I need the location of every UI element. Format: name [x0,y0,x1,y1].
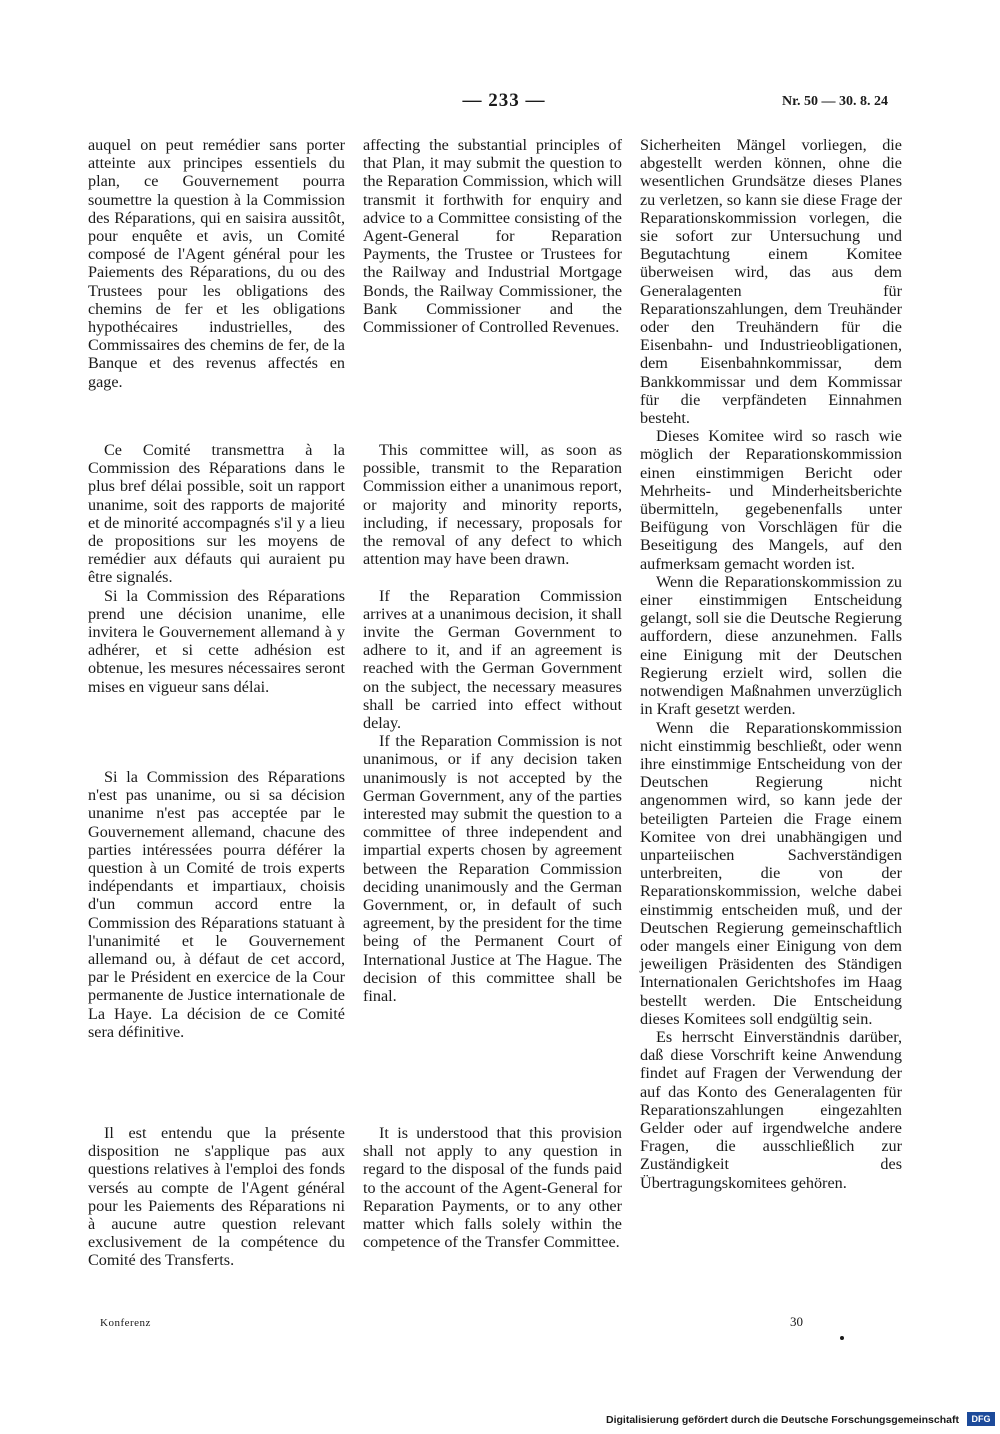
french-paragraph: Ce Comité transmettra à la Commission des Réparations dans le plus bref délai possible, soit un rapport unanime, soit des rapports de majorité et de minorité accompagnés s'il y a lieu de propositions sur les moyens de remédier aux défauts qui auraient pu être signalés. [88,441,345,587]
english-paragraph: It is understood that this provision shall not apply to any question in regard to the disposal of the funds paid to the account of the Agent-General for Reparation Payments, or to any other matter which falls solely within the competence of the Transfer Committee. [363,1124,622,1252]
footer-page-note: 30 [790,1314,803,1329]
german-paragraph: Wenn die Reparationskommission zu einer einstimmigen Entscheidung gelangt, soll sie die Deutsche Regierung auffordern, diese anzunehmen. Falls eine Einigung mit der Deutschen Regierung erzielt wird, sollen die notwendigen Maßnahmen unverzüglich in Kraft gesetzt werden. [640,572,902,719]
french-paragraph: Si la Commission des Réparations n'est pas unanime, ou si sa décision unanime n'est pas acceptée par le Gouvernement allemand, chacune des parties intéressées pourra déférer la question à un Comité de trois experts indépendants et impartiaux, choisis d'un commun accord entre la Commission des Réparations statuant à l'unanimité et le Gouvernement allemand ou, à défaut de cet accord, par le Président en exercice de la Cour permanente de Justice internationale de La Haye. La décision de ce Comité sera définitive. [88,768,345,1041]
english-paragraph: If the Reparation Commission is not unanimous, or if any decision taken unanimously is not accepted by the German Government, any of the parties interested may submit the question to a committee of three independent and impartial experts chosen by agreement between the Reparation Commission deciding unanimously and the German Government, or, in default of such agreement, by the president for the time being of the Permanent Court of International Justice at The Hague. The decision of this committee shall be final. [363,732,622,1006]
page-number: — 233 — [462,90,546,111]
german-paragraph: Es herrscht Einverständnis darüber, daß diese Vorschrift keine Anwendung findet auf Fragen der Verwendung der auf das Konto des Generalagenten für Reparationszahlungen eingezahlten Gelder oder auf irgendwelche andere Fragen, die ausschließlich zur Zuständigkeit des Übertragungskomitees gehören. [640,1027,902,1192]
footer-left-note: Konferenz [100,1317,151,1329]
french-paragraph: Si la Commission des Réparations prend une décision unanime, elle invitera le Gouvernement allemand à y adhérer, et si cette adhésion est obtenue, les mesures nécessaires seront mises en vigueur sans délai. [88,586,345,696]
german-paragraph: Wenn die Reparationskommission nicht einstimmig beschließt, oder wenn ihre einstimmige Entscheidung von der Deutschen Regierung nicht angenommen wird, so kann jede der beteiligten Parteien die Frage einem Komitee von drei unabhängigen und unparteiischen Sachverständigen unterbreiten, die von der Reparationskommission, welche dabei einstimmig entscheiden muß, und der Deutschen Regierung gemeinschaftlich oder mangels einer Einigung von dem jeweiligen Präsidenten des Ständigen Internationalen Gerichtshofes im Haag bestellt werden. Die Entscheidung dieses Komitees soll endgültig sein. [640,718,902,1028]
german-paragraph: Sicherheiten Mängel vorliegen, die abgestellt werden können, ohne die wesentlichen Grundsätze dieses Planes zu verletzen, so kann sie diese Frage der Reparationskommission vorlegen, die sie sofort zur Untersuchung und Begutachtung einem Komitee überweisen wird, das aus dem Generalagenten für Reparationszahlungen, dem Treuhänder oder den Treuhändern für die Eisenbahn- und Industrieobligationen, dem Eisenbahnkommissar, dem Bankkommissar und dem Kommissar für die verpfändeten Einnahmen besteht. [640,136,902,428]
ink-dot [840,1336,844,1340]
english-paragraph: This committee will, as soon as possible, transmit to the Reparation Commission either a unanimous report, or majority and minority reports, including, if necessary, proposals for the removal of any defect to which attention may have been drawn. [363,441,622,569]
french-paragraph: Il est entendu que la présente disposition ne s'applique pas aux questions relatives à l'emploi des fonds versés au compte de l'Agent général pour les Paiements des Réparations ni à aucune autre question relevant exclusivement de la compétence du Comité des Transferts. [88,1124,345,1270]
english-paragraph: If the Reparation Commission arrives at a unanimous decision, it shall invite the German Government to adhere to it, and if an agreement is reached with the German Government on the subject, the necessary measures shall be carried into effect without delay. [363,586,622,733]
english-paragraph: affecting the substantial principles of that Plan, it may submit the question to the Reparation Commission, which will transmit it forthwith for enquiry and advice to a Committee consisting of the Agent-General for Reparation Payments, the Trustee or Trustees for the Railway and Industrial Mortgage Bonds, the Railway Commissioner, the Bank Commissioner and the Commissioner of Controlled Revenues. [363,136,622,337]
issue-label: Nr. 50 — 30. 8. 24 [782,94,889,109]
dfg-logo-icon: DFG [967,1412,995,1426]
french-paragraph: auquel on peut remédier sans porter atteinte aux principes essentiels du plan, ce Gouvernement pourra soumettre la question à la Commission des Réparations, qui en saisira aussitôt, pour enquête et avis, un Comité composé de l'Agent général pour les Paiements des Réparations, du ou des Trustees pour les obligations des chemins de fer et les obligations hypothécaires industrielles, des Commissaires des chemins de fer, de la Banque et des revenus affectés en gage. [88,136,345,391]
german-paragraph: Dieses Komitee wird so rasch wie möglich der Reparationskommission einen einstimmigen Bericht oder Mehrheits- und Minderheitsberichte übermitteln, gegebenenfalls unter Beifügung von Vorschlägen für die Beseitigung des Mangels, auf den aufmerksam gemacht worden ist. [640,427,902,573]
digitization-credit: Digitalisierung gefördert durch die Deutsche Forschungsgemeinschaft [606,1414,959,1426]
